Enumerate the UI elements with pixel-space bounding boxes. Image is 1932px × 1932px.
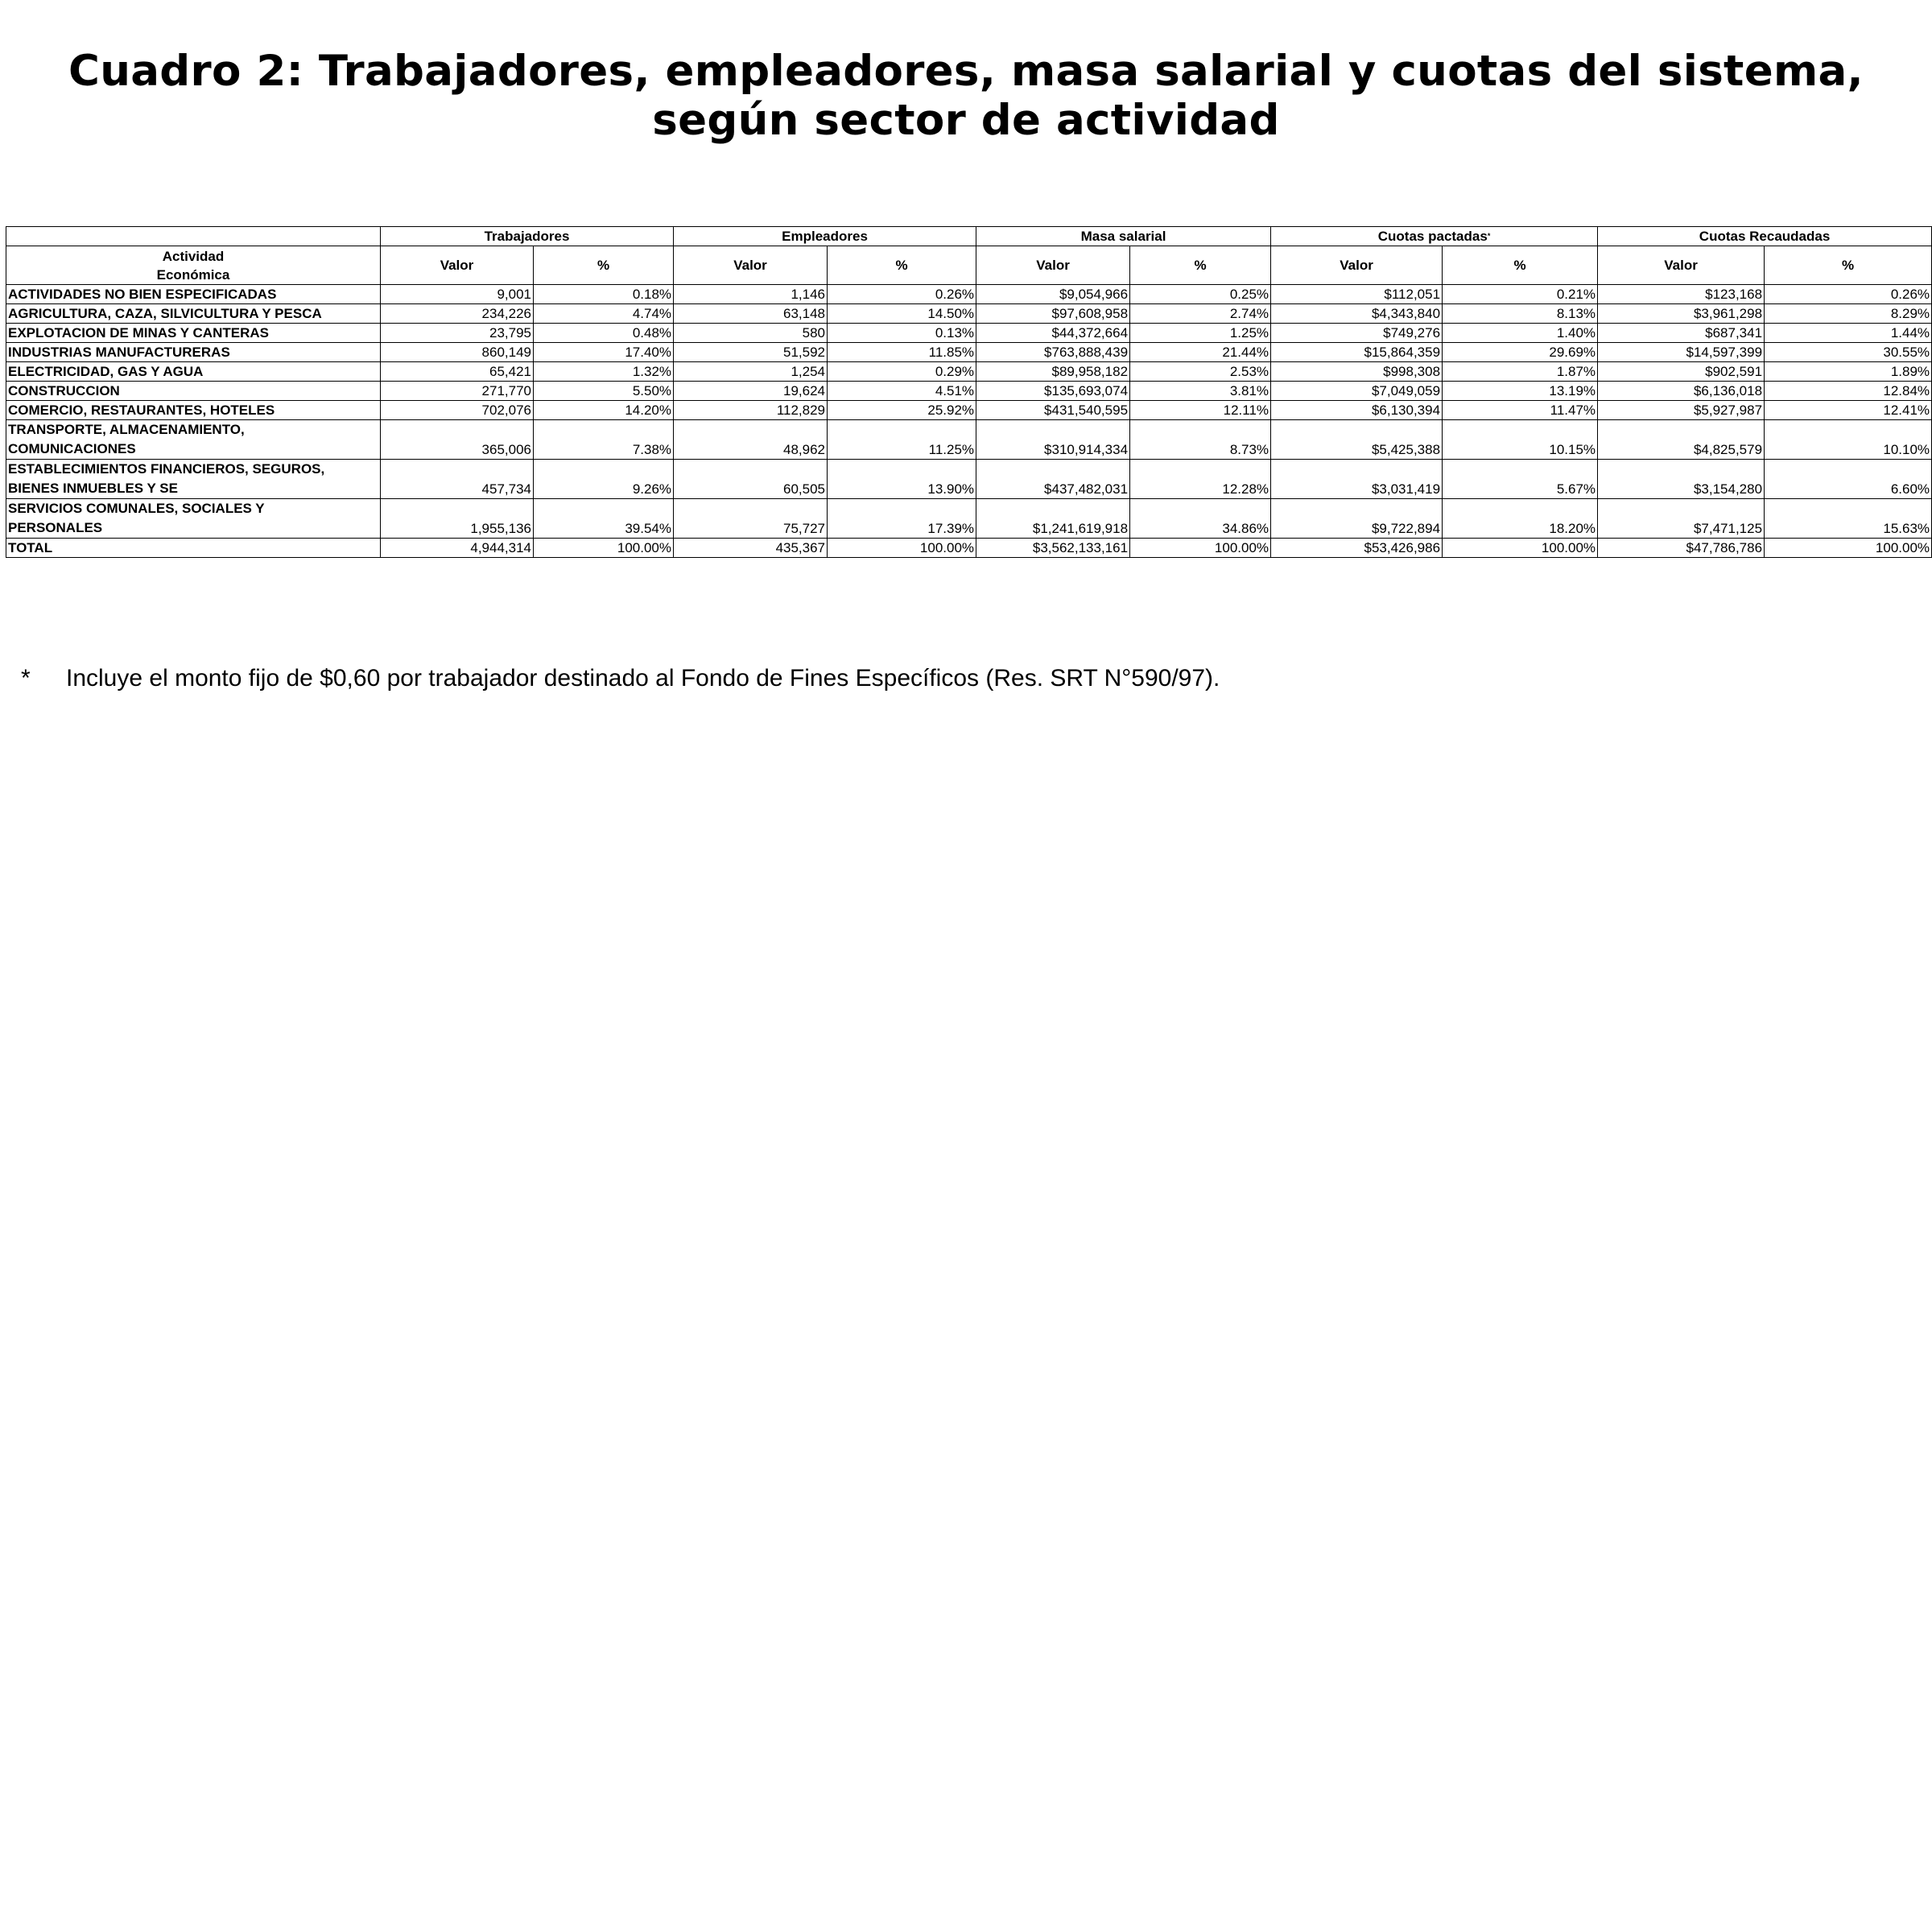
cell: 21.44%: [1130, 343, 1271, 362]
cell: 1,955,136: [381, 499, 534, 539]
cell: 112,829: [674, 401, 828, 420]
cell: 63,148: [674, 304, 828, 324]
footnote: [21, 665, 1220, 692]
cell: $15,864,359: [1271, 343, 1443, 362]
cell: $749,276: [1271, 324, 1443, 343]
cell: 75,727: [674, 499, 828, 539]
pct-header: %: [534, 246, 674, 285]
table-row: [6, 304, 1932, 324]
footnote-mark: *: [1487, 232, 1491, 240]
cell: 234,226: [381, 304, 534, 324]
cell: 48,962: [674, 420, 828, 460]
cell: 30.55%: [1765, 343, 1932, 362]
document-title: [0, 47, 1932, 145]
cell: 12.84%: [1765, 382, 1932, 401]
cell: $431,540,595: [976, 401, 1130, 420]
cell: 11.85%: [828, 343, 976, 362]
cell: $123,168: [1598, 285, 1765, 304]
activity-name: CONSTRUCCION: [6, 382, 381, 401]
cell: 8.29%: [1765, 304, 1932, 324]
table-row: [6, 362, 1932, 382]
cell: 1,254: [674, 362, 828, 382]
table-row: [6, 343, 1932, 362]
valor-header: Valor: [976, 246, 1130, 285]
activity-name: AGRICULTURA, CAZA, SILVICULTURA Y PESCA: [6, 304, 381, 324]
cell: 4.74%: [534, 304, 674, 324]
cell: 29.69%: [1443, 343, 1598, 362]
cell: $4,343,840: [1271, 304, 1443, 324]
table-row: [6, 420, 1932, 460]
cell: $9,054,966: [976, 285, 1130, 304]
activity-name: COMERCIO, RESTAURANTES, HOTELES: [6, 401, 381, 420]
group-header-empleadores: Empleadores: [674, 227, 976, 246]
cell: 0.13%: [828, 324, 976, 343]
cell: $5,425,388: [1271, 420, 1443, 460]
cell: 8.13%: [1443, 304, 1598, 324]
activity-name: INDUSTRIAS MANUFACTURERAS: [6, 343, 381, 362]
valor-header: Valor: [674, 246, 828, 285]
cell: 15.63%: [1765, 499, 1932, 539]
cell: 17.39%: [828, 499, 976, 539]
cell: 0.21%: [1443, 285, 1598, 304]
corner-cell: [6, 227, 381, 246]
table-row: [6, 285, 1932, 304]
cell: $97,608,958: [976, 304, 1130, 324]
cell: 34.86%: [1130, 499, 1271, 539]
cell: 1.25%: [1130, 324, 1271, 343]
cell: 51,592: [674, 343, 828, 362]
footnote-mark: *: [21, 665, 31, 691]
cell: $14,597,399: [1598, 343, 1765, 362]
cell: 13.90%: [828, 460, 976, 499]
group-header-trabajadores: Trabajadores: [381, 227, 674, 246]
cell: 12.11%: [1130, 401, 1271, 420]
cell: 60,505: [674, 460, 828, 499]
group-header-cuotas-recaudadas: Cuotas Recaudadas: [1598, 227, 1932, 246]
valor-header: Valor: [1271, 246, 1443, 285]
cell: 702,076: [381, 401, 534, 420]
cell: $687,341: [1598, 324, 1765, 343]
cell: $112,051: [1271, 285, 1443, 304]
pct-header: %: [828, 246, 976, 285]
cell: 9,001: [381, 285, 534, 304]
cell: $998,308: [1271, 362, 1443, 382]
cell: 0.29%: [828, 362, 976, 382]
cell: $437,482,031: [976, 460, 1130, 499]
cell: 100.00%: [1443, 539, 1598, 558]
cell: 365,006: [381, 420, 534, 460]
cell: 25.92%: [828, 401, 976, 420]
cell: $3,562,133,161: [976, 539, 1130, 558]
cell: $53,426,986: [1271, 539, 1443, 558]
cell: 860,149: [381, 343, 534, 362]
cell: 100.00%: [828, 539, 976, 558]
cell: 4.51%: [828, 382, 976, 401]
cell: 10.15%: [1443, 420, 1598, 460]
table-row: [6, 324, 1932, 343]
cell: $135,693,074: [976, 382, 1130, 401]
table-row: [6, 499, 1932, 539]
cell: 5.67%: [1443, 460, 1598, 499]
cell: 2.74%: [1130, 304, 1271, 324]
cell: 9.26%: [534, 460, 674, 499]
cell: 0.26%: [828, 285, 976, 304]
cell: 11.25%: [828, 420, 976, 460]
cell: 39.54%: [534, 499, 674, 539]
total-row: [6, 539, 1932, 558]
cell: $6,130,394: [1271, 401, 1443, 420]
cell: 457,734: [381, 460, 534, 499]
cell: 12.28%: [1130, 460, 1271, 499]
cell: 0.26%: [1765, 285, 1932, 304]
valor-header: Valor: [1598, 246, 1765, 285]
cell: 11.47%: [1443, 401, 1598, 420]
cell: $44,372,664: [976, 324, 1130, 343]
cell: $5,927,987: [1598, 401, 1765, 420]
cell: 12.41%: [1765, 401, 1932, 420]
cell: 17.40%: [534, 343, 674, 362]
table-row: [6, 460, 1932, 499]
cell: 18.20%: [1443, 499, 1598, 539]
cell: $47,786,786: [1598, 539, 1765, 558]
cell: 3.81%: [1130, 382, 1271, 401]
cell: 13.19%: [1443, 382, 1598, 401]
cell: 19,624: [674, 382, 828, 401]
activity-header: Actividad Económica: [6, 246, 381, 285]
cell: $3,961,298: [1598, 304, 1765, 324]
cell: 1,146: [674, 285, 828, 304]
cell: 1.40%: [1443, 324, 1598, 343]
valor-header: Valor: [381, 246, 534, 285]
cell: 1.44%: [1765, 324, 1932, 343]
cell: 1.87%: [1443, 362, 1598, 382]
cell: 6.60%: [1765, 460, 1932, 499]
cell: 0.48%: [534, 324, 674, 343]
cell: $902,591: [1598, 362, 1765, 382]
cell: $89,958,182: [976, 362, 1130, 382]
cell: 7.38%: [534, 420, 674, 460]
cell: $1,241,619,918: [976, 499, 1130, 539]
group-header-row: [6, 227, 1932, 246]
activity-name: ELECTRICIDAD, GAS Y AGUA: [6, 362, 381, 382]
cell: 10.10%: [1765, 420, 1932, 460]
cell: $7,049,059: [1271, 382, 1443, 401]
cell: $3,154,280: [1598, 460, 1765, 499]
cell: 271,770: [381, 382, 534, 401]
cell: 100.00%: [1130, 539, 1271, 558]
footnote-text: Incluye el monto fijo de $0,60 por trabajador destinado al Fondo de Fines Específicos (Res. SRT N°590/97).: [66, 665, 1220, 691]
group-header-cuotas-pactadas-label: Cuotas pactadas: [1377, 229, 1488, 244]
cell: $6,136,018: [1598, 382, 1765, 401]
cell: 0.18%: [534, 285, 674, 304]
cell: $9,722,894: [1271, 499, 1443, 539]
sub-header-row: [6, 246, 1932, 285]
cell: 100.00%: [534, 539, 674, 558]
cell: 100.00%: [1765, 539, 1932, 558]
table-row: [6, 382, 1932, 401]
activity-name: EXPLOTACION DE MINAS Y CANTERAS: [6, 324, 381, 343]
cell: 14.50%: [828, 304, 976, 324]
activity-name: ACTIVIDADES NO BIEN ESPECIFICADAS: [6, 285, 381, 304]
cell: $310,914,334: [976, 420, 1130, 460]
activity-name: ESTABLECIMIENTOS FINANCIEROS, SEGUROS, BIENES INMUEBLES Y SE: [6, 460, 381, 499]
cell: $7,471,125: [1598, 499, 1765, 539]
total-label: TOTAL: [6, 539, 381, 558]
cell: 65,421: [381, 362, 534, 382]
table-row: [6, 401, 1932, 420]
activity-name: TRANSPORTE, ALMACENAMIENTO, COMUNICACIONES: [6, 420, 381, 460]
cell: 1.32%: [534, 362, 674, 382]
cell: 580: [674, 324, 828, 343]
title-line-2: según sector de actividad: [652, 96, 1280, 145]
data-table: [6, 226, 1932, 558]
cell: 435,367: [674, 539, 828, 558]
pct-header: %: [1765, 246, 1932, 285]
cell: 0.25%: [1130, 285, 1271, 304]
pct-header: %: [1130, 246, 1271, 285]
cell: 1.89%: [1765, 362, 1932, 382]
group-header-cuotas-pactadas: [1271, 227, 1598, 246]
title-line-1: Cuadro 2: Trabajadores, empleadores, masa salarial y cuotas del sistema,: [68, 47, 1864, 96]
group-header-masa-salarial: Masa salarial: [976, 227, 1271, 246]
pct-header: %: [1443, 246, 1598, 285]
cell: 5.50%: [534, 382, 674, 401]
cell: 8.73%: [1130, 420, 1271, 460]
cell: 14.20%: [534, 401, 674, 420]
cell: 2.53%: [1130, 362, 1271, 382]
cell: 4,944,314: [381, 539, 534, 558]
cell: $4,825,579: [1598, 420, 1765, 460]
cell: $763,888,439: [976, 343, 1130, 362]
cell: 23,795: [381, 324, 534, 343]
cell: $3,031,419: [1271, 460, 1443, 499]
activity-name: SERVICIOS COMUNALES, SOCIALES Y PERSONALES: [6, 499, 381, 539]
